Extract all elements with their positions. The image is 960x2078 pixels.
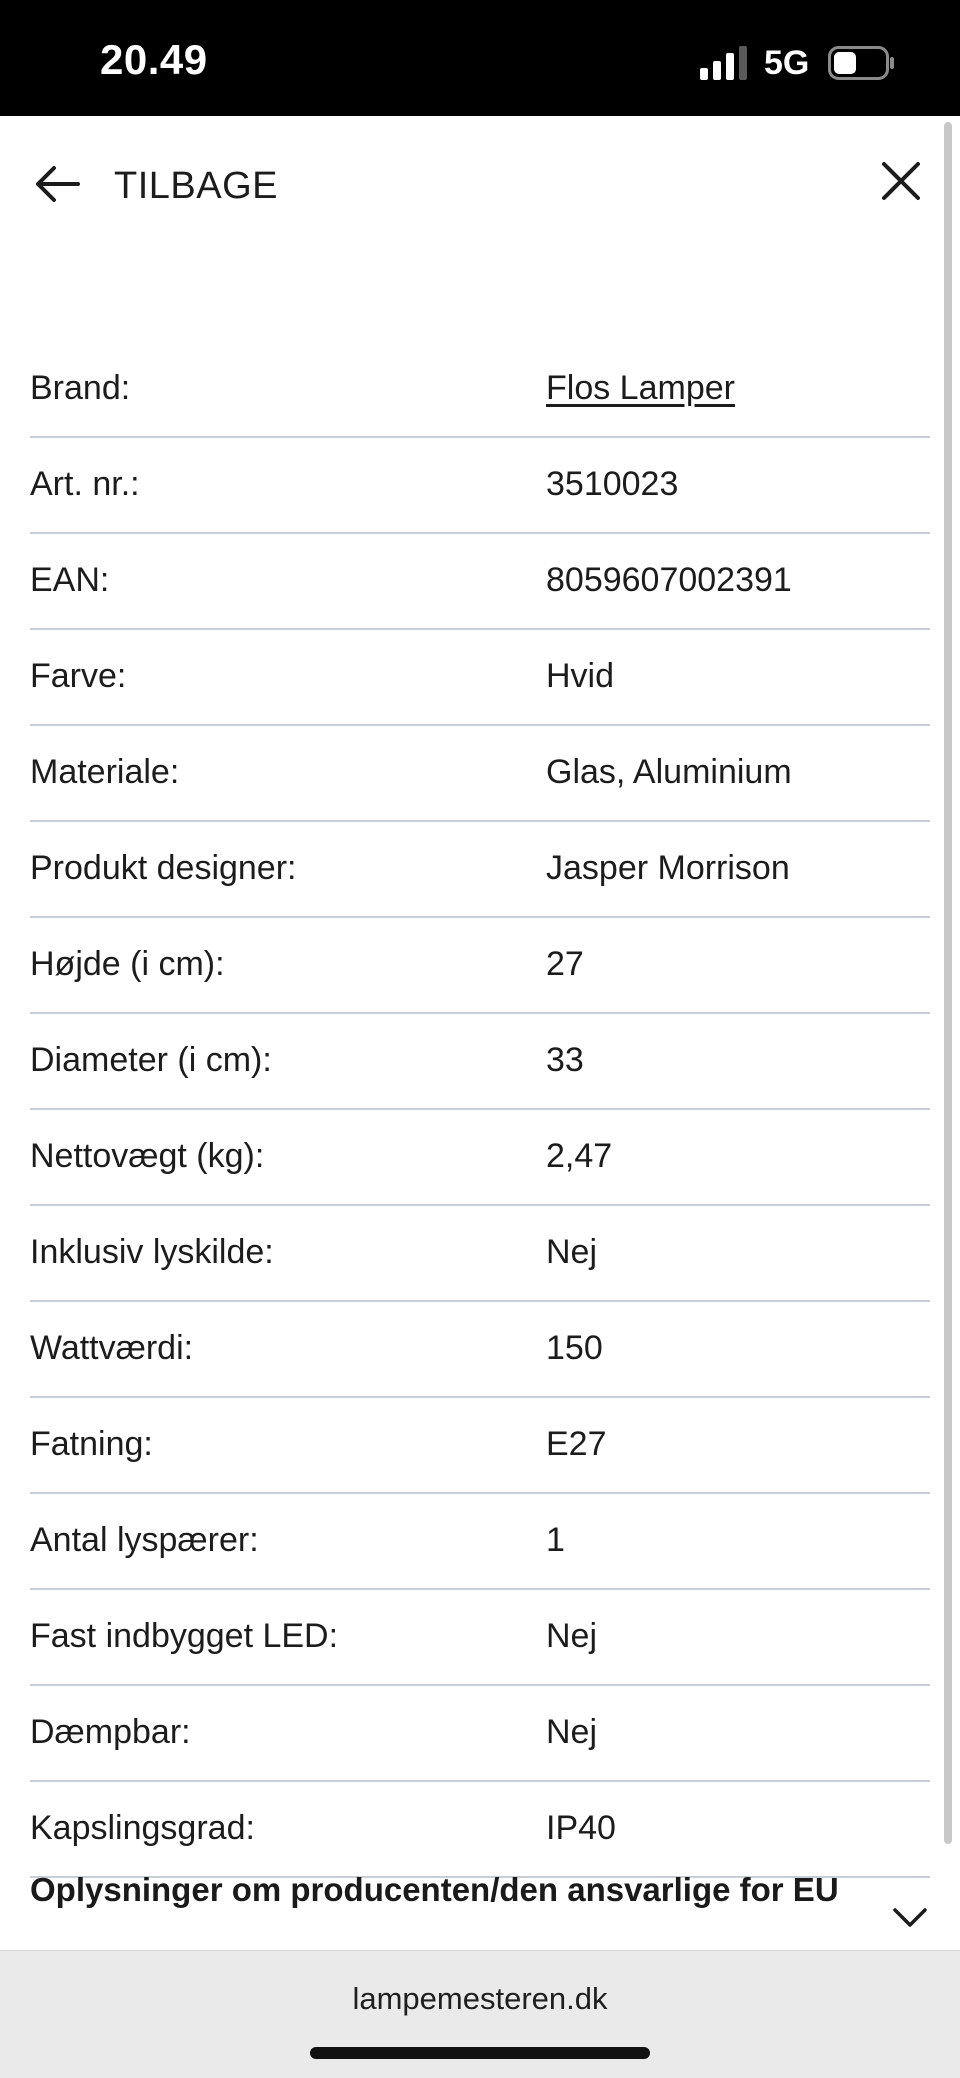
spec-value: Nej [546, 1713, 598, 1751]
spec-label: Fast indbygget LED: [30, 1617, 339, 1655]
spec-label: Antal lyspærer: [30, 1521, 259, 1559]
close-icon [878, 191, 924, 208]
url-label[interactable]: lampemesteren.dk [352, 1981, 608, 2016]
signal-bars-icon [700, 46, 750, 80]
spec-value: Nej [546, 1617, 598, 1655]
spec-value: E27 [546, 1425, 607, 1463]
spec-row [30, 1110, 930, 1206]
browser-bar [0, 1950, 960, 2078]
brand-link[interactable]: Flos Lamper [546, 369, 735, 407]
spec-row [30, 1494, 930, 1590]
spec-row [30, 726, 930, 822]
spec-label: EAN: [30, 561, 110, 599]
spec-label: Art. nr.: [30, 465, 140, 503]
spec-label: Nettovægt (kg): [30, 1137, 265, 1175]
status-time: 20.49 [100, 36, 208, 83]
battery-icon [828, 46, 896, 80]
accordion-title: Oplysninger om producenten/den ansvarlige for EU [30, 1871, 839, 1908]
product-details-sheet [0, 116, 960, 1950]
spec-row [30, 630, 930, 726]
spec-label: Brand: [30, 369, 131, 407]
scrollbar[interactable] [944, 122, 952, 1844]
spec-label: Farve: [30, 657, 127, 695]
arrow-left-icon [34, 164, 80, 209]
spec-row-brand [30, 366, 930, 438]
spec-row [30, 1014, 930, 1110]
home-indicator[interactable] [310, 2047, 650, 2059]
spec-label: Kapslingsgrad: [30, 1809, 255, 1847]
spec-value: 1 [546, 1521, 565, 1559]
spec-row [30, 1398, 930, 1494]
manufacturer-info-accordion[interactable] [30, 1864, 930, 1916]
spec-value: Glas, Aluminium [546, 753, 792, 791]
spec-value: 150 [546, 1329, 603, 1367]
spec-row [30, 438, 930, 534]
spec-label: Diameter (i cm): [30, 1041, 272, 1079]
status-bar [0, 0, 960, 116]
spec-value: 2,47 [546, 1137, 613, 1175]
spec-value: Hvid [546, 657, 615, 695]
spec-row [30, 918, 930, 1014]
spec-value: Nej [546, 1233, 598, 1271]
spec-value: IP40 [546, 1809, 616, 1847]
spec-value: 27 [546, 945, 584, 983]
spec-row [30, 1590, 930, 1686]
spec-table [30, 366, 930, 1878]
spec-row [30, 534, 930, 630]
spec-label: Højde (i cm): [30, 945, 225, 983]
back-label: TILBAGE [114, 164, 278, 207]
spec-value: 3510023 [546, 465, 679, 503]
spec-row [30, 1686, 930, 1782]
spec-label: Materiale: [30, 753, 180, 791]
spec-label: Produkt designer: [30, 849, 297, 887]
spec-row [30, 1206, 930, 1302]
spec-row [30, 1302, 930, 1398]
spec-label: Fatning: [30, 1425, 153, 1463]
spec-label: Dæmpbar: [30, 1713, 191, 1751]
spec-row [30, 822, 930, 918]
network-label: 5G [764, 44, 810, 82]
spec-value: Jasper Morrison [546, 849, 790, 887]
close-button[interactable] [878, 158, 924, 204]
back-button[interactable] [34, 156, 278, 216]
spec-label: Wattværdi: [30, 1329, 194, 1367]
spec-label: Inklusiv lyskilde: [30, 1233, 274, 1271]
spec-value: 33 [546, 1041, 584, 1079]
spec-value: 8059607002391 [546, 561, 792, 599]
